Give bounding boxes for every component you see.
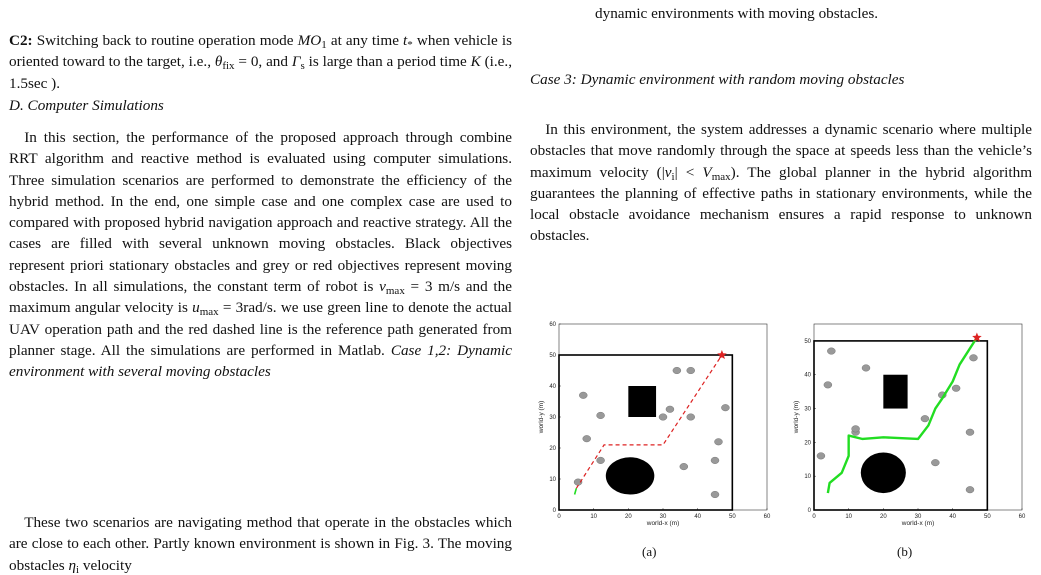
para3-text-3: ). The global planner in the hybrid algorithm guarantees the planning of effective paths in stationary environments, while the local obstacle avoidance mechanism ensures a rapid response to unknown obstacles. [530, 163, 1033, 245]
moving-obstacle [687, 367, 695, 374]
x-tick-label: 10 [845, 514, 853, 520]
moving-obstacle [817, 453, 825, 460]
c2-text: Switching back to routine operation mode [32, 32, 298, 49]
moving-obstacle [824, 382, 832, 389]
x-tick-label: 50 [983, 514, 991, 520]
para2-text: These two scenarios are navigating method that operate in the obstacles which are close to each other. Partly known environment is shown in Fig. 3. The moving obstacles [9, 514, 512, 574]
y-tick-label: 20 [549, 446, 556, 452]
y-tick-label: 50 [804, 338, 811, 345]
moving-obstacle [862, 365, 870, 372]
paragraph-case3 [530, 119, 1032, 247]
static-obstacle-rect [628, 386, 656, 417]
c2-t-sub: * [407, 39, 413, 51]
para1-text: In this section, the performance of the proposed approach through combine RRT algorithm and reactive method is evaluated using computer simulations. Three simulation scenarios are performed to demonstrate the efficiency of the hybrid method. In the end, one simple case and one complex case are used to compared with proposed hybrid navigation approach and reactive strategy. All the cases are filled with several unknown moving obstacles. Black objectives represent priori stationary obstacles and grey or red objectives represent moving obstacles. In all simulations, the constant term of robot is [9, 129, 512, 296]
moving-obstacle [673, 367, 681, 374]
c2-label: C2: [9, 32, 33, 49]
c2-gamma: Γ [291, 53, 301, 71]
para2-eta-sub: i [76, 563, 80, 575]
x-tick-label: 40 [949, 514, 957, 520]
c2-text-4: = 0, and [234, 53, 292, 71]
para1-text-2: = 3 m/s and the maximum angular velocity is [9, 278, 512, 317]
caption-b: (b) [897, 544, 913, 559]
static-obstacle-rect [883, 375, 907, 409]
case3-heading: Case 3: Dynamic environment with random moving obstacles [530, 71, 905, 88]
para3-V: V [702, 163, 712, 181]
x-axis-label: world-x (m) [901, 520, 935, 527]
plot-frame [814, 324, 1022, 510]
x-tick-label: 50 [728, 514, 736, 520]
y-tick-label: 10 [804, 474, 811, 481]
c2-gamma-sub: s [300, 60, 305, 73]
x-axis-label: world-x (m) [646, 520, 680, 527]
para2-eta: η [68, 556, 77, 574]
y-tick-label: 30 [804, 406, 811, 413]
para3-v-sub: i [671, 170, 675, 183]
paragraph-simulations [9, 127, 512, 383]
y-tick-label: 40 [549, 384, 556, 390]
c2-theta-sub: fix [222, 60, 235, 73]
moving-obstacle [666, 406, 674, 413]
moving-obstacle [659, 414, 667, 421]
para3-text: In this environment, the system addresses a dynamic scenario where multiple obstacles that move randomly through the space at speeds less than the vehicle’s maximum velocity (| [530, 121, 1032, 181]
y-tick-label: 0 [552, 508, 556, 514]
c2-text-2: at any time [326, 32, 404, 49]
moving-obstacle [583, 435, 591, 442]
moving-obstacle [921, 415, 929, 422]
paragraph-case12 [9, 512, 512, 575]
y-tick-label: 10 [549, 477, 556, 483]
x-tick-label: 60 [763, 514, 771, 520]
c2-text-6: (i.e., 1.5sec ). [9, 53, 513, 92]
para2-text-2: velocity [79, 556, 132, 574]
x-tick-label: 0 [557, 514, 561, 520]
condition-c2 [9, 30, 512, 94]
c2-K: K [470, 53, 481, 71]
static-obstacle-ellipse [861, 453, 906, 494]
x-tick-label: 10 [590, 514, 598, 520]
para1-v-sub: max [385, 285, 405, 298]
para3-V-sub: max [711, 170, 731, 183]
y-tick-label: 40 [804, 372, 811, 379]
moving-obstacle [711, 491, 719, 498]
moving-obstacle [966, 486, 974, 493]
y-axis-label: world-y (m) [538, 400, 545, 434]
moving-obstacle [966, 429, 974, 436]
c2-text-5: is large than a period time [304, 53, 471, 71]
caption-a: (a) [642, 544, 657, 559]
x-tick-label: 30 [914, 514, 922, 520]
x-tick-label: 30 [659, 514, 667, 520]
c2-t: t [403, 32, 408, 49]
moving-obstacle [721, 404, 729, 411]
case12-heading: Case 1,2: Dynamic environment with several moving obstacles [9, 341, 512, 381]
figure-a-plot [535, 318, 775, 536]
y-tick-label: 30 [549, 415, 556, 421]
x-tick-label: 40 [694, 514, 702, 520]
x-tick-label: 20 [879, 514, 887, 520]
para1-u-sub: max [199, 306, 219, 319]
y-tick-label: 0 [807, 508, 811, 514]
para1-u: u [192, 299, 200, 317]
moving-obstacle [714, 439, 722, 446]
moving-obstacle [597, 457, 605, 464]
x-tick-label: 0 [812, 514, 816, 520]
para3-text-2: | < [674, 163, 703, 181]
figure-b-plot [790, 318, 1030, 536]
moving-obstacle [579, 392, 587, 399]
c2-mode-sub: 1 [321, 39, 327, 51]
static-obstacle-ellipse [606, 457, 655, 494]
y-tick-label: 60 [549, 322, 556, 328]
c2-mode: MO [297, 32, 322, 49]
moving-obstacle [687, 414, 695, 421]
moving-obstacle [680, 463, 688, 470]
y-axis-label: world-y (m) [793, 400, 800, 434]
x-tick-label: 20 [624, 514, 632, 520]
moving-obstacle [827, 348, 835, 355]
c2-text-3: when vehicle is oriented toward to the target, i.e., [9, 32, 512, 71]
c2-theta: θ [214, 53, 223, 71]
x-tick-label: 60 [1018, 514, 1026, 520]
y-tick-label: 20 [804, 440, 811, 447]
moving-obstacle [969, 355, 977, 362]
para3-v: v [664, 163, 672, 181]
moving-obstacle [852, 426, 860, 433]
moving-obstacle [952, 385, 960, 392]
moving-obstacle [711, 457, 719, 464]
section-heading: D. Computer Simulations [9, 97, 164, 114]
y-tick-label: 50 [549, 353, 556, 359]
para1-text-3: = 3rad/s. we use green line to denote the actual UAV operation path and the red dashed line is the reference path generated from planner stage. All the simulations are performed in Matlab. [9, 299, 512, 359]
para1-v: v [379, 278, 386, 296]
moving-obstacle [931, 459, 939, 466]
right-top-line: dynamic environments with moving obstacles. [595, 5, 879, 22]
moving-obstacle [597, 412, 605, 419]
